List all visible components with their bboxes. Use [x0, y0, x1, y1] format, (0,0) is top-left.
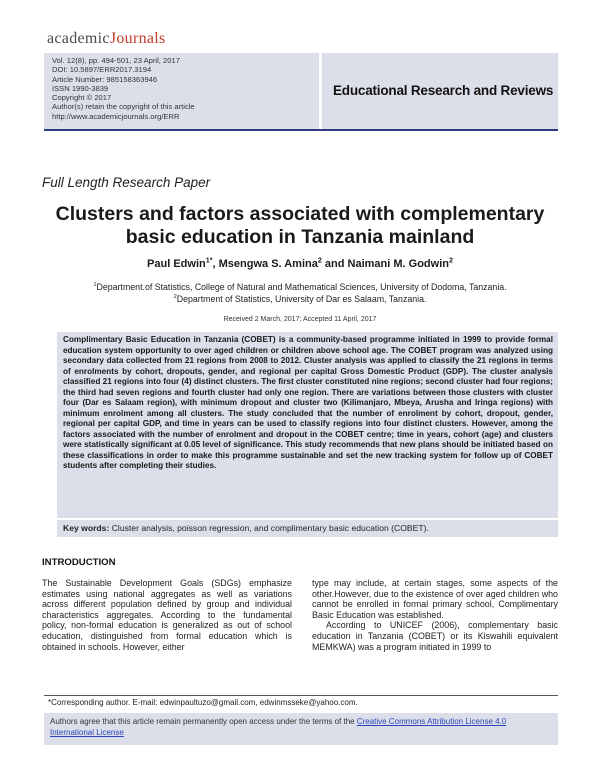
license-text: Authors agree that this article remain permanently open access under the terms of the: [50, 717, 357, 726]
logo-text-academic: academic: [47, 30, 110, 47]
intro-paragraph-1: The Sustainable Development Goals (SDGs) emphasize estimates using national aggregates as well as variations across different population defined by group and individual characteristics aggregates. According to the fundamental policy, non-formal education is generalized as out of school education, distinguished from formal education which is obtained in schools. However, either: [42, 578, 292, 652]
author-list: [20, 258, 580, 270]
intro-column-left: [42, 578, 292, 652]
keywords-text: Cluster analysis, poisson regression, and complimentary basic education (COBET).: [109, 523, 429, 533]
intro-paragraph-3: According to UNICEF (2006), complementary basic education in Tanzania (COBET) or its Kiswahili equivalent MEMKWA) was a program initiated in 1999 to: [312, 620, 558, 652]
header-divider: [44, 129, 558, 131]
author-2: Msengwa S. Amina: [218, 258, 318, 270]
meta-url[interactable]: http://www.academicjournals.org/ERR: [52, 111, 180, 121]
author-1: Paul Edwin: [147, 258, 206, 270]
license-notice: [50, 717, 550, 738]
author-separator-2: and: [321, 258, 348, 270]
intro-column-right: [312, 578, 558, 652]
title-line-2: basic education in Tanzania mainland: [125, 226, 475, 248]
intro-paragraph-2: type may include, at certain stages, some aspects of the other.However, due to the existence of over aged children who cannot be enrolled in formal primary school, Complimentary Basic Education was established.: [312, 578, 558, 620]
meta-doi: DOI: 10.5897/ERR2017.3194: [52, 65, 152, 75]
abstract-text: Complimentary Basic Education in Tanzania (COBET) is a community-based programme initiated in 1999 to provide formal education system opportunity to over aged children or children above school age. The COBET program was analyzed using secondary data collected from 21 regions from 2008 to 2012. Cluster analysis was applied to classify the 21 regions in terms of enrolments by cohort, dropouts, gender, and regional per capital Gross Domestic Product (GDP). The cluster analysis classified 21 regions into four (4) distinct clusters. The first cluster constituted nine regions; second cluster had four regions; the third had seven regions and fourth cluster had only one region. There are variations between those clusters with cluster four (Dar es Salaam region), with minimum dropout and cluster two (Kilimanjaro, Mbeya, Arusha and Iringa regions) with minimum enrolment among all clusters. The study concluded that the number of enrolment by cohort, dropout, gender, regional per capital GDP, and time in years can be used to classify regions into four distinct clusters. However, among the factors associated with the number of enrolment and dropout in the COBET centre; time in years, cohort (age) and clusters were statistically significant at 0.05 level of significance. This study recommends that new plans should be initiated based on these classifications in order to make this programme sustainable and set the new tracking system for follow up of COBET students after completing their studies.: [63, 335, 553, 470]
author-1-sup: 1*: [205, 256, 213, 265]
meta-article-number: Article Number: 985158363946: [52, 74, 158, 84]
logo-text-journals: Journals: [109, 30, 166, 47]
journal-logo: [47, 30, 166, 48]
article-meta: [52, 56, 195, 121]
journal-name: Educational Research and Reviews: [333, 83, 554, 98]
author-2-sup: 2: [317, 256, 322, 265]
affiliation-2: [20, 294, 580, 304]
paper-title: [20, 203, 580, 249]
author-3-sup: 2: [448, 256, 453, 265]
affiliation-1-sup: 1: [93, 282, 97, 289]
meta-rights: Author(s) retain the copyright of this article: [52, 102, 195, 112]
meta-volume: Vol. 12(8), pp. 494-501, 23 April, 2017: [52, 56, 180, 65]
corresponding-author: *Corresponding author. E-mail: edwinpaultuzo@gmail.com, edwinmsseke@yahoo.com.: [48, 698, 358, 707]
footnote-divider: [44, 695, 558, 696]
meta-copyright: Copyright © 2017: [52, 93, 112, 103]
author-3: Naimani M. Godwin: [347, 258, 449, 270]
paper-type: Full Length Research Paper: [42, 175, 211, 190]
affiliation-2-sup: 2: [173, 294, 177, 301]
meta-issn: ISSN 1990-3839: [52, 83, 109, 93]
keywords: [63, 523, 429, 533]
author-separator-1: ,: [212, 258, 219, 270]
affiliation-1-text: Department.of Statistics, College of Natural and Mathematical Sciences, University of Dodoma, Tanzania.: [96, 282, 507, 292]
title-line-1: Clusters and factors associated with complementary: [55, 203, 545, 225]
affiliation-2-text: Department of Statistics, University of Dar es Salaam, Tanzania.: [176, 294, 427, 304]
keywords-label: Key words:: [63, 523, 110, 533]
introduction-heading: INTRODUCTION: [42, 557, 116, 568]
affiliation-1: [20, 282, 580, 292]
license-link[interactable]: Creative Commons Attribution License 4.0 International License: [50, 717, 507, 737]
received-dates: Received 2 March, 2017; Accepted 11 April, 2017: [223, 316, 377, 323]
